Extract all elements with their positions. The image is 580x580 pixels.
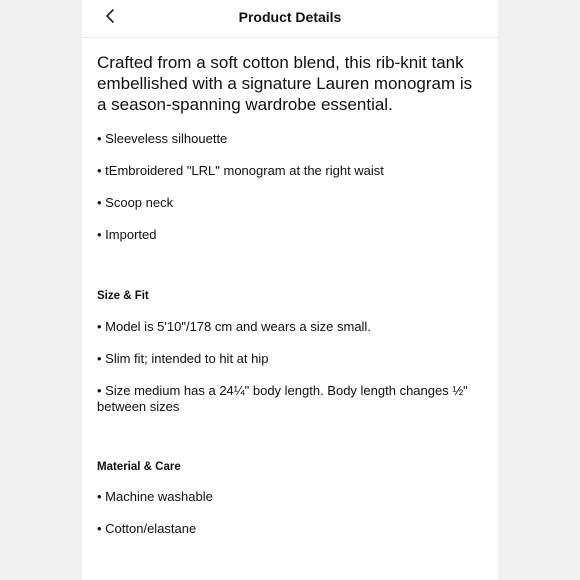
size-fit-item: • Model is 5'10"/178 cm and wears a size small.: [97, 319, 371, 334]
header-bar: [82, 0, 498, 38]
size-fit-list: [97, 319, 477, 415]
feature-list: [97, 131, 477, 243]
details-content: [97, 52, 477, 553]
feature-item: • tEmbroidered "LRL" monogram at the right waist: [97, 163, 384, 178]
feature-item: • Imported: [97, 227, 157, 242]
material-care-item: • Cotton/elastane: [97, 521, 197, 536]
feature-item: • Scoop neck: [97, 195, 174, 210]
size-fit-item: • Slim fit; intended to hit at hip: [97, 351, 269, 366]
product-details-screen: [82, 0, 498, 580]
page-title: Product Details: [238, 9, 342, 25]
feature-item: • Sleeveless silhouette: [97, 131, 228, 146]
product-description: Crafted from a soft cotton blend, this rib-knit tank embellished with a signature Lauren monogram is a season-spanning wardrobe essential.: [97, 53, 473, 114]
material-care-heading: Material & Care: [97, 461, 181, 473]
size-fit-heading: Size & Fit: [97, 290, 149, 302]
material-care-item: • Machine washable: [97, 489, 213, 504]
material-care-list: [97, 489, 477, 537]
size-fit-item: • Size medium has a 24¼" body length. Body length changes ½" between sizes: [97, 383, 468, 414]
